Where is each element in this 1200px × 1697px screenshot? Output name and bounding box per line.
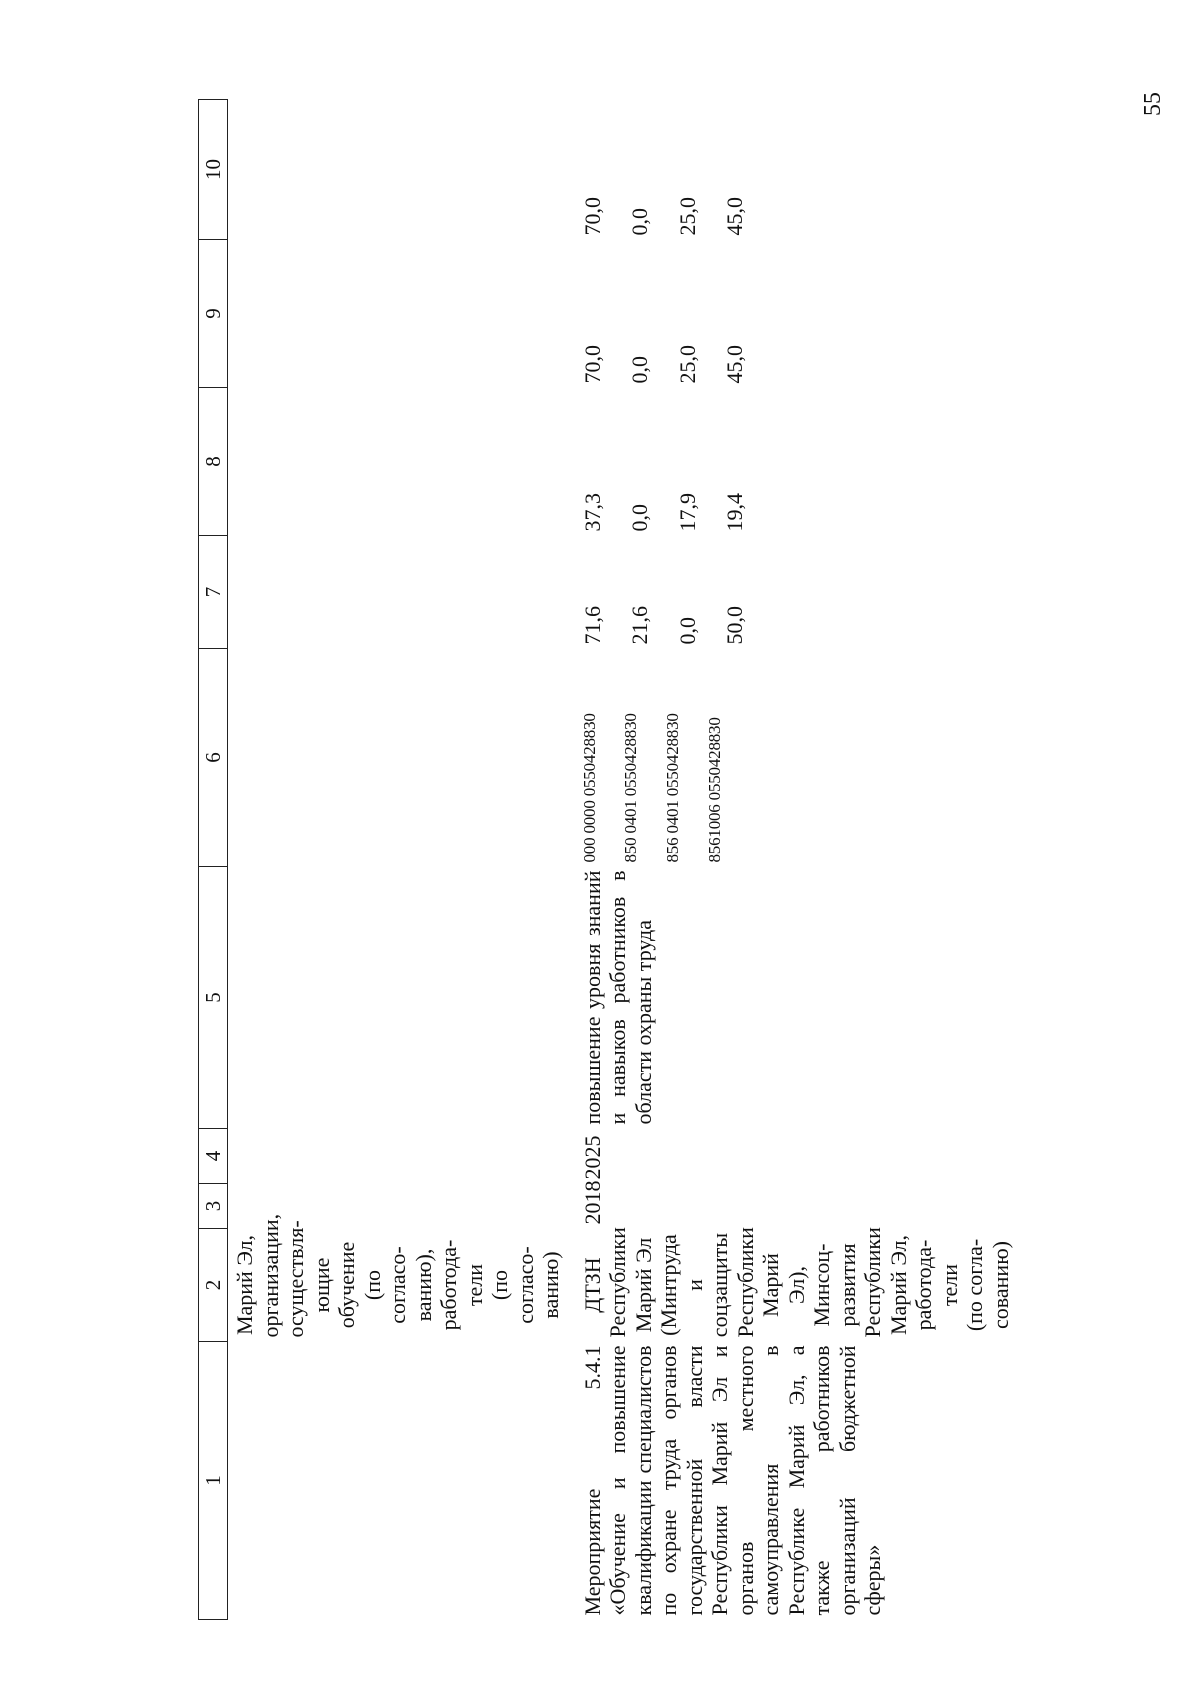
amount-value: 70,0 [579,197,605,236]
column-number: 1 [199,1342,228,1620]
amount-value: 0,0 [627,208,653,236]
amount-value: 21,6 [627,606,653,645]
column-number: 8 [199,388,228,536]
table-row [580,100,1014,1620]
column-number: 6 [199,649,228,867]
budget-code-cell [580,649,1014,867]
end-year-cell: 2025 [579,1135,605,1180]
column-number: 2 [199,1229,228,1342]
amount-value: 37,3 [579,493,605,532]
amount-value: 0,0 [627,356,653,384]
expected-result-cell: повышение уровня знаний и навыков работников в области охраны труда [579,870,656,1125]
amount-col8-cell [580,388,1014,536]
amount-value: 50,0 [722,606,748,645]
column-number: 3 [199,1184,228,1229]
page-number: 55 [1140,92,1166,116]
activity-name-cell: Мероприятие 5.4.1 «Обучение и повышение квалификации специалистов по охране труда органов государственной власти Республики Марий Эл и органов местного самоуправления в Республике Марий Эл, а также работников организаций бюджетной сферы» [579,1345,886,1616]
amount-value: 0,0 [674,617,700,645]
start-year-cell: 2018 [579,1180,605,1225]
program-activities-table [198,99,1013,1620]
column-number: 9 [199,240,228,388]
continuation-executors-cell: Марий Эл, организации, осуществля- ющие обучение (по согласо- ванию), работода- тели (по согласо- ванию) [232,1213,564,1338]
amount-col9-cell [580,240,1014,388]
budget-code: 850 0401 0550428830 [621,713,641,863]
amount-value: 25,0 [674,197,700,236]
amount-col7-cell [580,536,1014,649]
empty-cell [228,649,580,867]
empty-cell [228,536,580,649]
amount-value: 0,0 [627,504,653,532]
continuation-row [228,100,580,1620]
amount-value: 25,0 [674,345,700,384]
amount-col10-cell [580,100,1014,240]
empty-cell [228,867,580,1129]
column-number: 7 [199,536,228,649]
empty-cell [228,1342,580,1620]
column-number: 4 [199,1129,228,1184]
column-number: 10 [199,100,228,240]
budget-code: 856 0401 0550428830 [663,713,683,863]
amount-value: 70,0 [579,345,605,384]
empty-cell [228,240,580,388]
amount-value: 45,0 [722,197,748,236]
amount-value: 17,9 [674,493,700,532]
executors-cell: ДТЗН Республики Марий Эл (Минтруда и соцзащиты Республики Марий Эл), Минсоц- развития Республики Марий Эл, работода- тели (по согла- сованию) [579,1227,1013,1338]
column-number-row [199,100,228,1620]
amount-value: 45,0 [722,345,748,384]
budget-code: 000 0000 0550428830 [579,713,599,863]
column-number: 5 [199,867,228,1129]
amount-value: 71,6 [579,606,605,645]
budget-code: 8561006 0550428830 [704,717,724,863]
amount-value: 19,4 [722,493,748,532]
empty-cell [228,100,580,240]
empty-cell [228,388,580,536]
rotated-table-sheet [198,100,1158,1620]
empty-cell [228,1129,580,1184]
